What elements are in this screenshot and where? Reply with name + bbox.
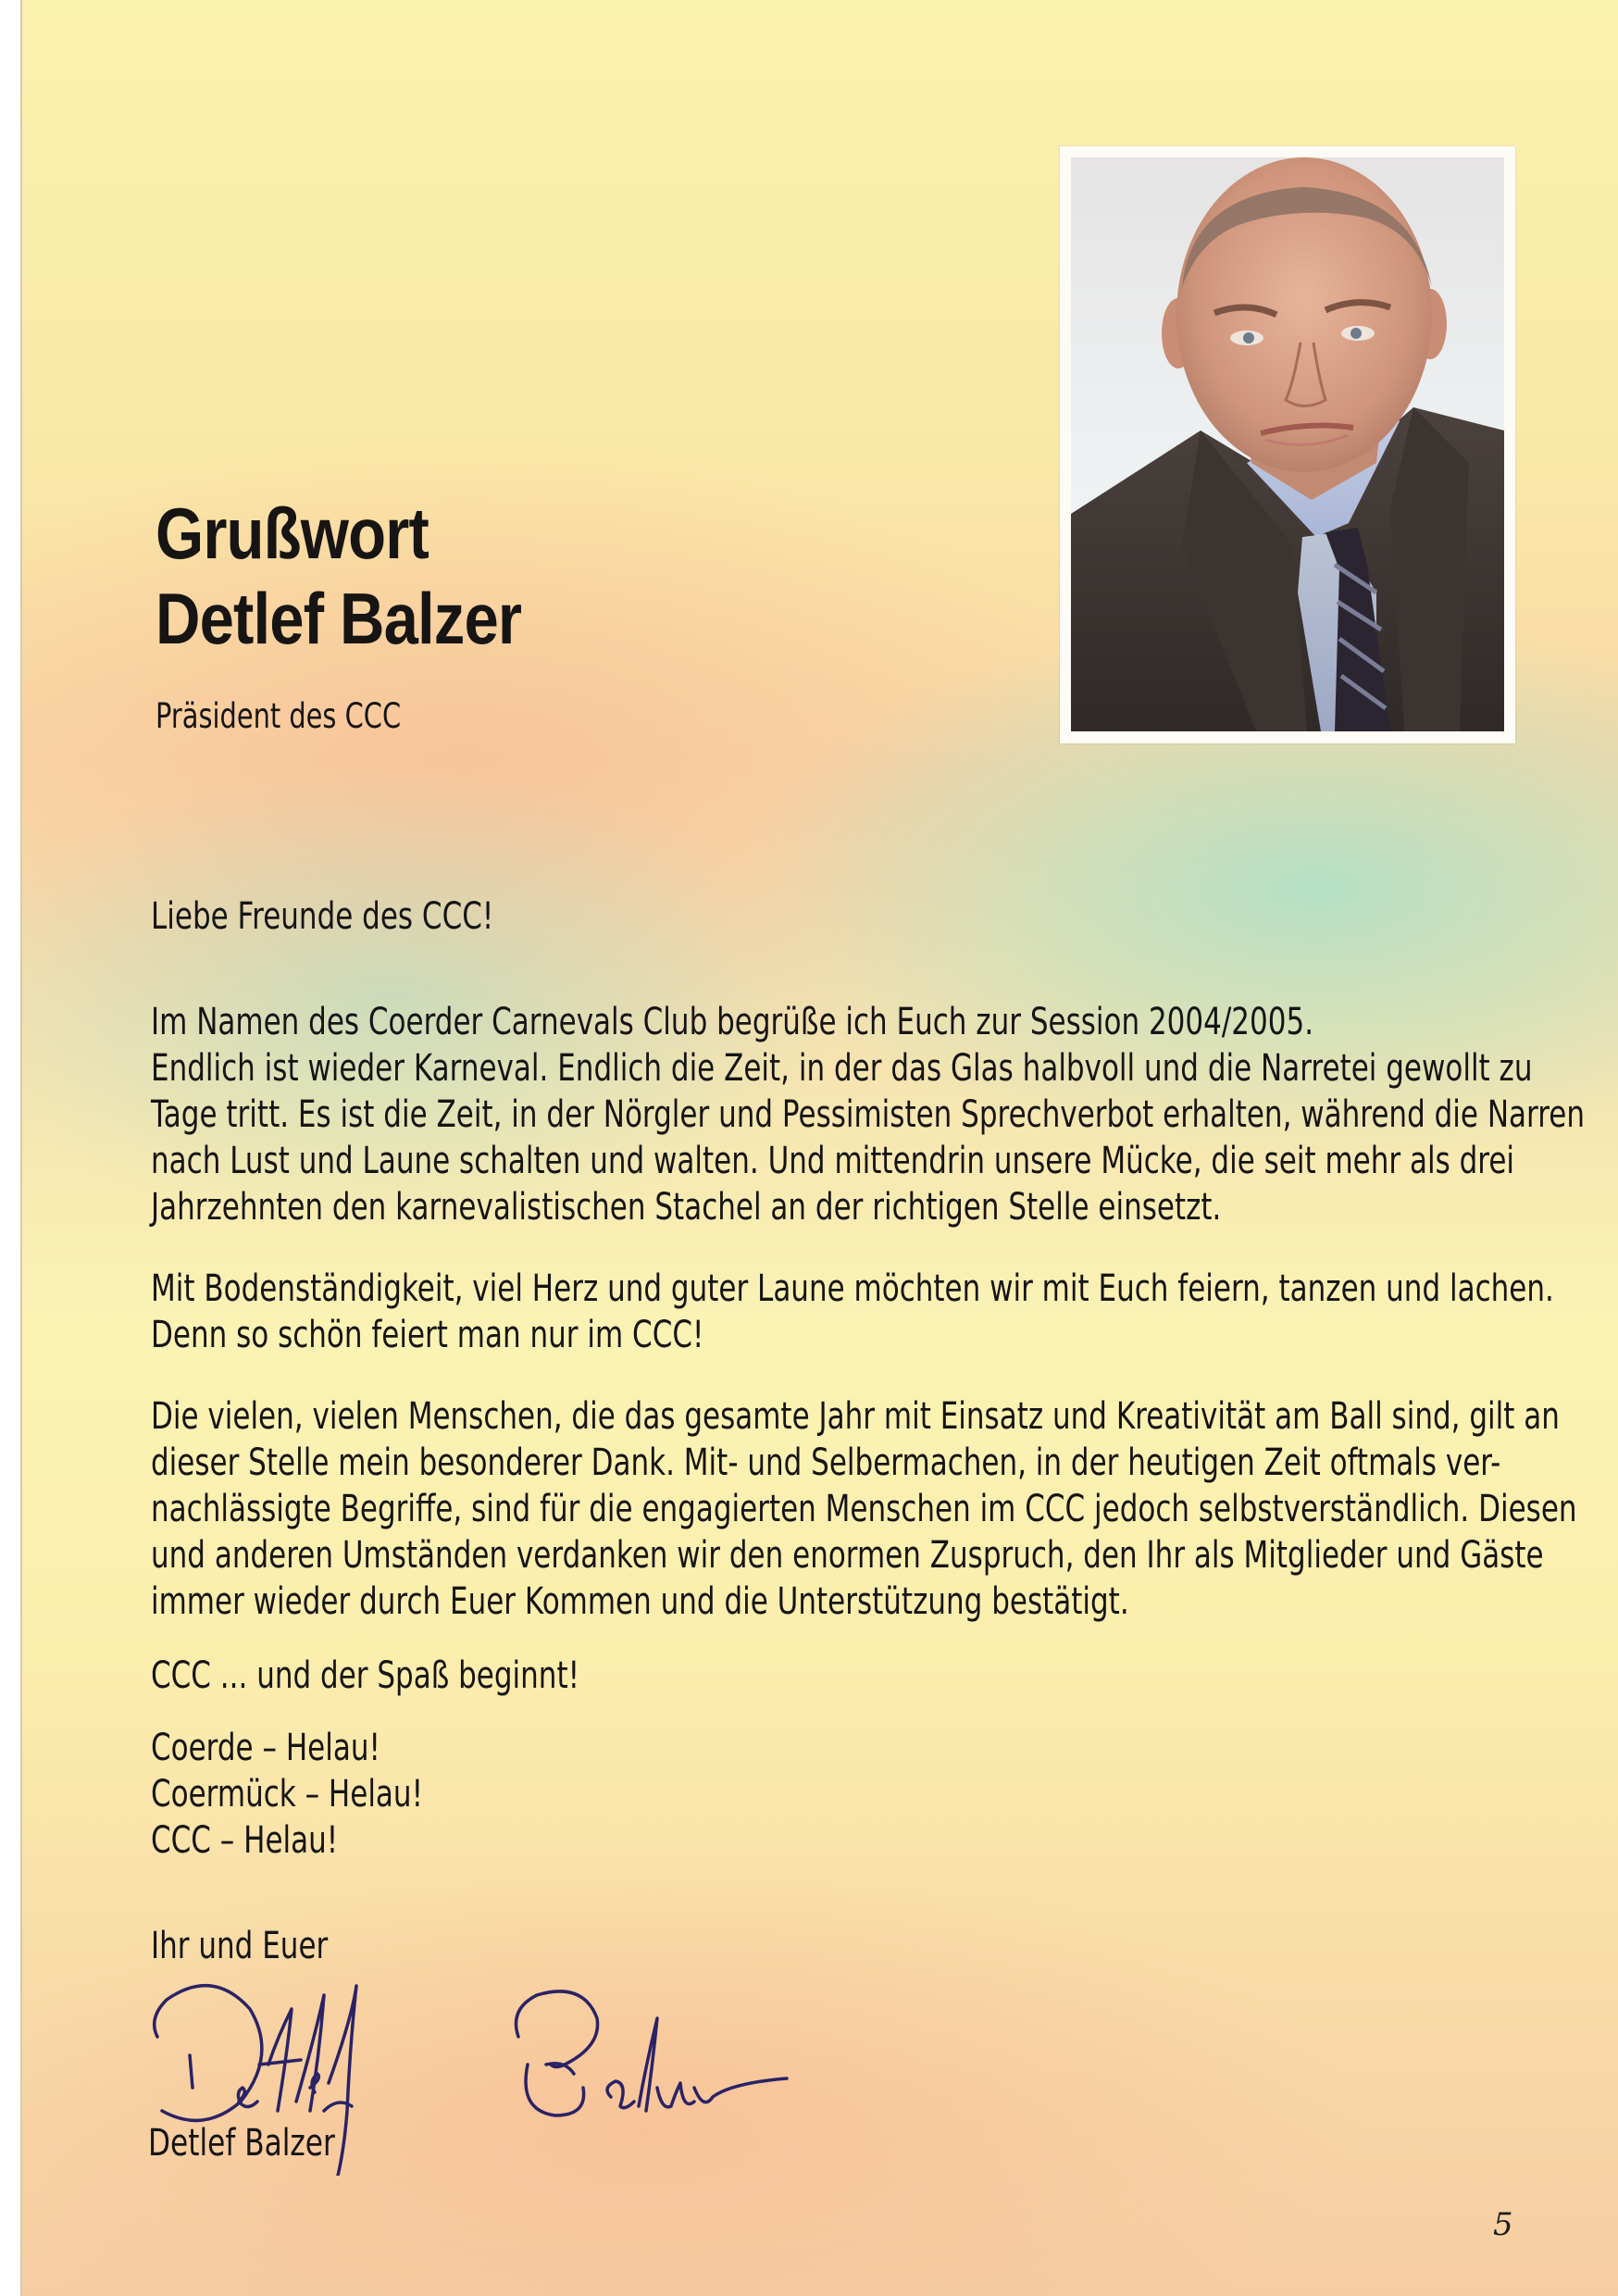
paragraph-line: Endlich ist wieder Karneval. Endlich die Zeit, in der das Glas halbvoll und die Narretei gewollt zu	[151, 1047, 1533, 1090]
signature-stroke-d	[155, 1986, 262, 2121]
page-title	[156, 491, 521, 661]
salutation-text: Liebe Freunde des CCC!	[151, 895, 494, 938]
closing-text: Ihr und Euer	[151, 1925, 329, 1967]
slogan	[151, 1653, 1514, 1699]
paragraph-line: Die vielen, vielen Menschen, die das gesamte Jahr mit Einsatz und Kreativität am Ball sind, gilt an	[151, 1395, 1560, 1438]
paragraph-line: Mit Bodenständigkeit, viel Herz und guter Laune möchten wir mit Euch feiern, tanzen und lachen.	[151, 1267, 1554, 1310]
title-line-greeting: Grußwort	[156, 493, 429, 574]
printed-name: Detlef Balzer	[148, 2122, 335, 2165]
slogan-text: CCC ... und der Spaß beginnt!	[151, 1654, 580, 1697]
portrait-illustration	[1071, 157, 1504, 731]
title-line-name: Detlef Balzer	[156, 578, 522, 659]
paragraph-line: nachlässigte Begriffe, sind für die engagierten Menschen im CCC jedoch selbstverständlich. Diesen	[151, 1488, 1577, 1530]
portrait-photo-frame	[1060, 146, 1515, 743]
paragraph-celebration	[151, 1266, 1554, 1358]
cheer-line: Coerde – Helau!	[151, 1727, 380, 1769]
paragraph-thanks	[151, 1393, 1577, 1625]
paragraph-line: Im Namen des Coerder Carnevals Club begrüße ich Euch zur Session 2004/2005.	[151, 1001, 1314, 1043]
paragraph-line: Jahrzehnten den karnevalistischen Stachel an der richtigen Stelle einsetzt.	[151, 1186, 1222, 1229]
cheer-line: Coermück – Helau!	[151, 1773, 424, 1816]
author-role: Präsident des CCC	[156, 696, 402, 736]
scan-page-edge	[0, 0, 22, 2296]
paragraph-line: Tage tritt. Es ist die Zeit, in der Nörgler und Pessimisten Sprechverbot erhalten, während die Narren	[151, 1093, 1585, 1136]
cheer-line: CCC – Helau!	[151, 1819, 339, 1862]
cheers-list	[151, 1725, 1514, 1864]
letter-body	[151, 893, 1585, 1969]
paragraph-line: Denn so schön feiert man nur im CCC!	[151, 1314, 704, 1356]
paragraph-line: nach Lust und Laune schalten und walten. Und mittendrin unsere Mücke, die seit mehr als drei	[151, 1140, 1515, 1182]
salutation	[151, 893, 1514, 940]
portrait-photo	[1071, 157, 1504, 731]
paragraph-line: immer wieder durch Euer Kommen und die Unterstützung bestätigt.	[151, 1580, 1129, 1623]
paragraph-welcome	[151, 999, 1585, 1230]
paragraph-line: dieser Stelle mein besonderer Dank. Mit- und Selbermachen, in der heutigen Zeit oftmals ver-	[151, 1441, 1501, 1484]
page-number: 5	[1493, 2206, 1513, 2243]
paragraph-line: und anderen Umständen verdanken wir den enormen Zuspruch, den Ihr als Mitglieder und Gäste	[151, 1534, 1544, 1577]
